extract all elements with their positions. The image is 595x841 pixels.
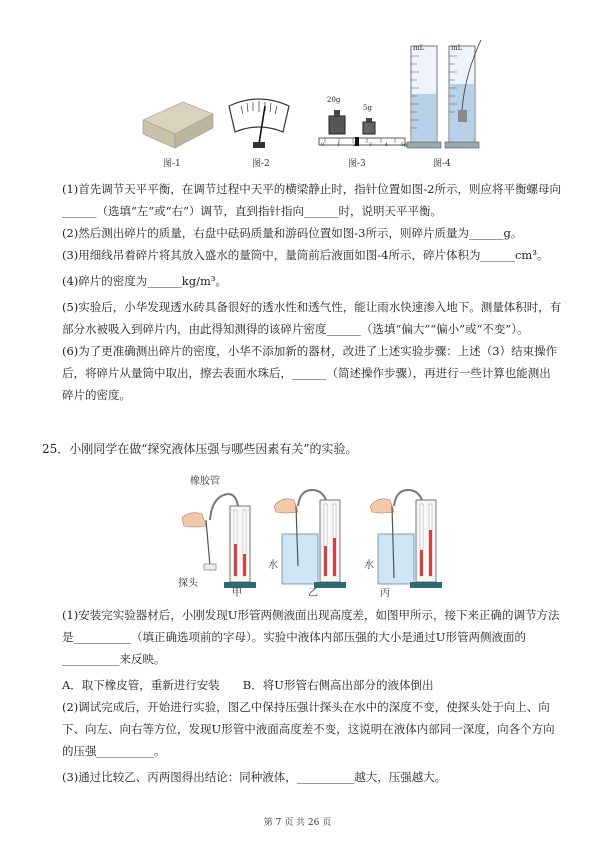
caption-fig1: 图-1 xyxy=(163,159,181,169)
q25-part-2: (2)调试完成后，开始进行实验，图乙中保持压强计探头在水中的深度不变，使探头处于向上、向下、向左、向右等方位，发现U形管中液面高度差不变，这说明在液体内部同一深度，向各个方向的压强__________。 xyxy=(62,700,555,758)
weight-20g-label: 20g xyxy=(327,96,341,104)
caption-fig4: 图-4 xyxy=(433,159,451,169)
scale-tick: 5g xyxy=(400,142,407,148)
q24-part-4: (4)碎片的密度为______kg/m³。 xyxy=(62,274,228,288)
q25-options: A．取下橡皮管，重新进行安装 B．将U形管右侧高出部分的液体倒出 xyxy=(62,678,434,692)
q25-part-1: (1)安装完实验器材后，小刚发现U形管两侧液面出现高度差，如图甲所示，接下来正确的调节方法是__________（填正确选项前的字母）。实验中液体内部压强的大小是通过U形管两侧液面的__________来反映。 xyxy=(62,608,560,666)
cylinder-unit-right: mL xyxy=(451,44,463,52)
scale-tick: 3 xyxy=(368,142,372,148)
weight-5g-label: 5g xyxy=(363,104,372,112)
q24-part-5: (5)实验后，小华发现透水砖具备很好的透水性和透气性，能让雨水快速渗入地下。测量体积时，有部分水被吸入到碎片内，由此得知测得的该碎片密度______（选填“偏大”“偏小”或“不变”）。 xyxy=(62,300,562,336)
label-water-bing: 水 xyxy=(364,560,374,571)
q24-part-3: (3)用细线吊着碎片将其放入盛水的量筒中，量筒前后液面如图-4所示，碎片体积为______cm³。 xyxy=(62,248,549,262)
q24-part-1: (1)首先调节天平平衡，在调节过程中天平的横梁静止时，指针位置如图-2所示，则应将平衡螺母向______（选填“左”或“右”）调节，直到指针指向______时，说明天平平衡。 xyxy=(62,182,561,218)
caption-bing: 丙 xyxy=(380,588,390,599)
question-25-parts xyxy=(62,604,562,788)
caption-fig2: 图-2 xyxy=(252,159,270,169)
graduated-cylinders-image xyxy=(405,34,485,154)
balance-pointer-image xyxy=(223,92,295,152)
q25-part-3: (3)通过比较乙、丙两图得出结论：同种液体，__________越大，压强越大。 xyxy=(62,770,447,784)
scale-tick: 4 xyxy=(384,142,388,148)
figure-row-top xyxy=(135,32,485,172)
weights-and-scale xyxy=(317,96,407,152)
label-rubber-tube: 橡胶管 xyxy=(190,476,220,487)
page-footer: 第 7 页 共 26 页 xyxy=(263,818,332,828)
caption-jia: 甲 xyxy=(232,588,242,599)
brick-image xyxy=(135,92,215,152)
scale-tick: 1 xyxy=(336,142,341,148)
caption-fig3: 图-3 xyxy=(348,159,366,169)
caption-yi: 乙 xyxy=(308,588,318,599)
label-probe: 探头 xyxy=(178,578,198,589)
question-25-title: 25．小刚同学在做“探究液体压强与哪些因素有关”的实验。 xyxy=(42,442,358,456)
figure-row-mid xyxy=(172,466,462,599)
label-water-yi: 水 xyxy=(268,560,278,571)
scale-tick: 2 xyxy=(352,142,357,148)
cylinder-unit-left: mL xyxy=(413,44,425,52)
q24-part-2: (2)然后测出碎片的质量，右盘中砝码质量和游码位置如图-3所示，则碎片质量为______g。 xyxy=(62,226,523,240)
q24-part-6: (6)为了更准确测出碎片的密度，小华不添加新的器材，改进了上述实验步骤：上述（3）结束操作后，将碎片从量筒中取出，擦去表面水珠后，______（简述操作步骤），再进行一些计算也能测出碎片的密度。 xyxy=(62,344,558,402)
scale-tick: 0 xyxy=(321,142,325,148)
question-24-parts xyxy=(62,178,562,406)
scale-tick-labels xyxy=(321,142,407,148)
